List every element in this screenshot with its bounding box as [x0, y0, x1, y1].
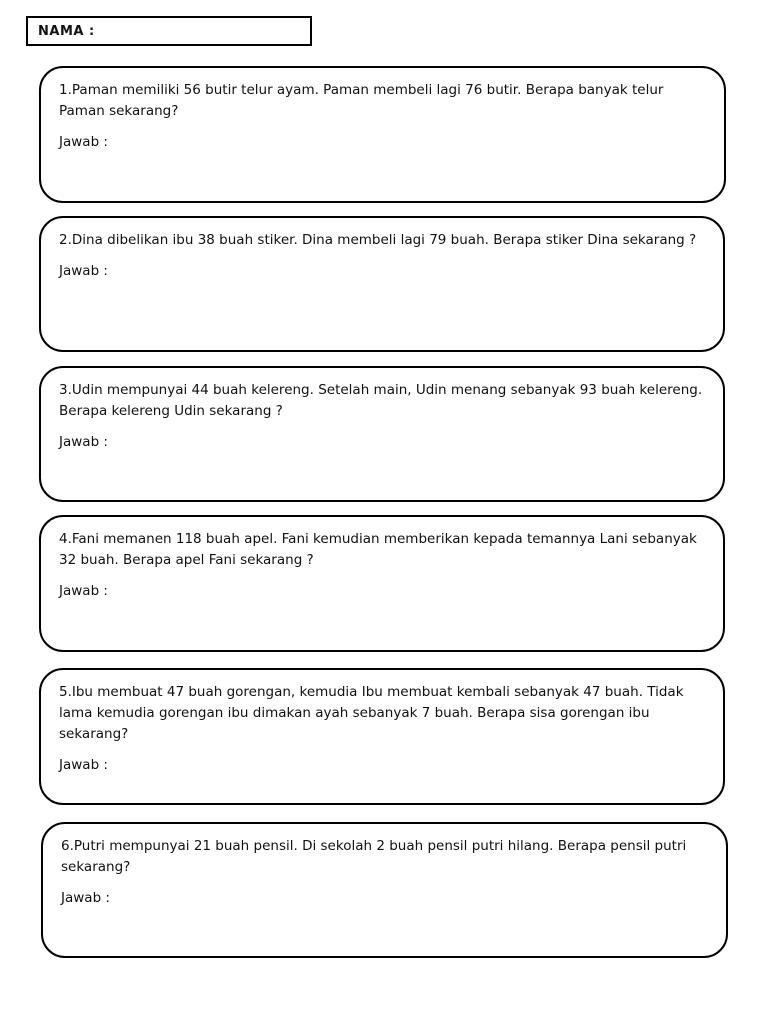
- answer-label: Jawab :: [59, 583, 108, 599]
- question-box-5: [39, 668, 725, 805]
- question-text: 6.Putri mempunyai 21 buah pensil. Di sekolah 2 buah pensil putri hilang. Berapa pensil putri sekarang?: [61, 838, 687, 875]
- answer-field[interactable]: [59, 432, 705, 453]
- question-box-1: [39, 66, 726, 203]
- question-box-2: [39, 216, 725, 352]
- question-box-4: [39, 515, 725, 652]
- answer-field[interactable]: [61, 888, 708, 909]
- question-text: 5.Ibu membuat 47 buah gorengan, kemudia Ibu membuat kembali sebanyak 47 buah. Tidak lama kemudia gorengan ibu dimakan ayah sebanyak 7 buah. Berapa sisa gorengan ibu sekarang?: [59, 684, 684, 742]
- answer-label: Jawab :: [59, 263, 108, 279]
- question-box-3: [39, 366, 725, 502]
- answer-field[interactable]: [59, 581, 705, 602]
- question-text: 4.Fani memanen 118 buah apel. Fani kemudian memberikan kepada temannya Lani sebanyak 32 buah. Berapa apel Fani sekarang ?: [59, 531, 697, 568]
- name-field[interactable]: [26, 16, 312, 46]
- question-text: 1.Paman memiliki 56 butir telur ayam. Paman membeli lagi 76 butir. Berapa banyak telur Paman sekarang?: [59, 82, 664, 119]
- question-text: 3.Udin mempunyai 44 buah kelereng. Setelah main, Udin menang sebanyak 93 buah kelereng. Berapa kelereng Udin sekarang ?: [59, 382, 703, 419]
- answer-label: Jawab :: [59, 757, 108, 773]
- name-label: NAMA :: [38, 24, 95, 39]
- answer-label: Jawab :: [59, 434, 108, 450]
- question-box-6: [41, 822, 728, 958]
- answer-field[interactable]: [59, 132, 706, 153]
- answer-label: Jawab :: [61, 890, 110, 906]
- answer-label: Jawab :: [59, 134, 108, 150]
- question-text: 2.Dina dibelikan ibu 38 buah stiker. Dina membeli lagi 79 buah. Berapa stiker Dina sekarang ?: [59, 232, 697, 248]
- answer-field[interactable]: [59, 261, 705, 282]
- answer-field[interactable]: [59, 755, 705, 776]
